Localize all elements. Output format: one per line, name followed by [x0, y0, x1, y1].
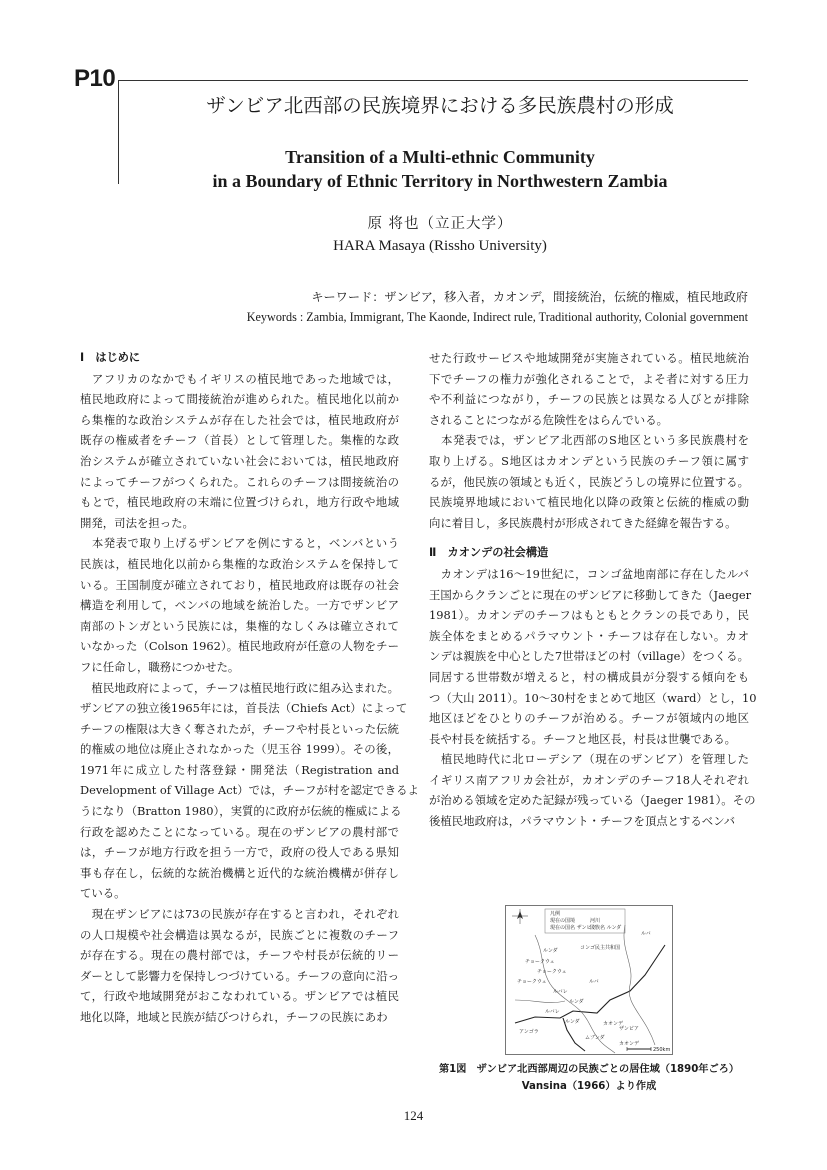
body-line: が治める領域を定めた記録が残っている（Jaeger 1981）。その [429, 793, 756, 808]
body-line: イギリス南アフリカ会社が，カオンデのチーフ18人それぞれ [429, 772, 749, 787]
body-line: 地区ほどをひとりのチーフが治める。チーフが領域内の地区 [429, 711, 749, 726]
body-line: 南部のトンガという民族には，集権的なしくみは確立されて [80, 618, 399, 633]
body-line: 的権威の地位は廃止されなかった（児玉谷 1999）。その後， [80, 742, 399, 757]
map-label-chokwe-3: チョークウェ [517, 979, 547, 985]
body-line: チーフの権限は大きく奪されたが，チーフや村長といった伝統 [80, 721, 399, 736]
figure-source: Vansina（1966）より作成 [521, 1081, 657, 1092]
body-line: 王国からクランごとに現在のザンビアに移動してきた（Jaeger [429, 587, 752, 602]
body-line: カオンデは16～19世紀に，コンゴ盆地南部に存在したルバ [429, 566, 749, 581]
map-label-drc: コンゴ民主共和国 [580, 945, 621, 951]
map-label-chokwe-1: チョークウェ [525, 959, 555, 965]
map-label-kaonde-1: カオンデ [603, 1021, 624, 1027]
body-line: 開発，司法を担った。 [80, 515, 194, 530]
map-label-lunda-2: ルンダ [569, 999, 584, 1005]
body-line: て，行政や地域開発がおこなわれている。ザンビアでは植民 [80, 989, 399, 1004]
body-line: ンデは親族を中心とした7世帯ほどの村（village）をつくる。 [429, 649, 749, 664]
body-line: 現在ザンビアには73の民族が存在すると言われ，それぞれ [80, 907, 399, 922]
section-heading-introduction: Ⅰ はじめに [80, 351, 141, 364]
body-line: 治システムが確立されていない社会においては，植民地政府 [80, 453, 399, 468]
map-label-mbunda: ムブンダ [585, 1035, 605, 1041]
body-line: 構造を利用して，ベンバの地域を統治した。一方でザンビア [80, 598, 399, 613]
body-line: 民族は，植民地化以前から集権的な政治システムを保持して [80, 556, 399, 571]
author-japanese: 原 将也（立正大学） [367, 216, 513, 232]
header-rule-horizontal [118, 80, 748, 81]
title-japanese: ザンビア北西部の民族境界における多民族農村の形成 [206, 94, 674, 117]
left-column [80, 348, 419, 1028]
map-label-zambia: ザンビア [619, 1026, 639, 1032]
body-line: 向に着目し，多民族農村が形成されてきた経緯を報告する。 [429, 515, 737, 530]
map-label-luba-2: ルバ [641, 931, 651, 937]
body-line: いる。王国制度が確立されており，植民地政府は既存の社会 [80, 577, 399, 592]
body-line: 民族境界地域において植民地化以降の政策と伝統的権威の動 [429, 495, 749, 510]
body-line: いなかった（Colson 1962）。植民地政府が任意の人物をチー [80, 639, 399, 654]
body-line: ザンビアの独立後1965年には，首長法（Chiefs Act）によって [80, 701, 408, 716]
map-label-lunda-1: ルンダ [543, 948, 558, 954]
body-line: 後植民地政府は，パラマウント・チーフを頂点とするベンバ [429, 814, 736, 829]
right-column-body-bottom [429, 564, 757, 832]
body-line: るが，他民族の領域とも近く，民族どうしの境界に位置する。 [429, 474, 749, 489]
body-line: 事も存在し，伝統的な統治機構と近代的な統治機構が併存し [80, 865, 399, 880]
legend-river: 河川 [590, 918, 601, 924]
body-line: 植民地政府によって間接統治が進められた。植民地化以前か [80, 392, 399, 407]
map-label-lunda-3: ルンダ [565, 1019, 580, 1025]
section-heading-kaonde-social-structure: Ⅱ カオンデの社会構造 [429, 546, 549, 560]
right-column-body-top [429, 348, 749, 533]
body-line: Development of Village Act）では，チーフが村を認定できるよ [80, 783, 419, 798]
right-column [429, 348, 757, 832]
body-line: されることにつながる危険性をはらんでいる。 [429, 412, 668, 427]
body-line: 既存の権威者をチーフ（首長）として管理した。集権的な政 [80, 433, 399, 448]
body-line: 1971年に成立した村落登録・開発法（Registration and [80, 762, 399, 777]
map-label-kaonde-2: カオンデ [619, 1041, 640, 1047]
keywords-japanese: キーワード：ザンビア，移入者，カオンデ，間接統治，伝統的権威，植民地政府 [311, 290, 748, 304]
body-line: 地化以降，地域と民族が結びつけられ，チーフの民族にあわ [80, 1010, 388, 1024]
body-line: は，チーフが地方行政を担う一方で，政府の役人である県知 [80, 845, 399, 860]
body-line: フに任命し，職務につかせた。 [80, 659, 240, 674]
body-line: もとで，植民地政府の末端に位置づけられ，地方行政や地域 [80, 495, 399, 510]
header-rule-vertical [118, 80, 119, 184]
body-line: によってチーフがつくられた。これらのチーフは間接統治の [80, 474, 399, 489]
map-label-luvale-1: ルバレ [553, 989, 568, 995]
body-line: つ（大山 2011）。10～30村をまとめて地区（ward）とし，10 [429, 690, 757, 705]
body-line: や不利益につながり，チーフの民族とは異なる人びとが排除 [429, 392, 749, 407]
body-line: が存在する。現在の農村部では，チーフや村長が伝統的リー [80, 948, 399, 963]
body-line: ら集権的な政治システムが存在した社会では，植民地政府が [80, 412, 399, 427]
map-label-angola: アンゴラ [519, 1029, 539, 1035]
title-english-line2: in a Boundary of Ethnic Territory in Northwestern Zambia [212, 171, 668, 191]
legend-ethnic: 民族名 ルンダ [590, 925, 622, 931]
body-line: 1981）。カオンデのチーフはもともとクランの長であり，民 [429, 608, 749, 623]
body-line: 植民地時代に北ローデシア（現在のザンビア）を管理した [429, 752, 749, 767]
body-line: 長や村長を統括する。チーフと地区長，村長は世襲である。 [429, 731, 736, 746]
legend-country: 現在の国名 ザンビア [550, 925, 597, 931]
title-english-line1: Transition of a Multi-ethnic Community [285, 147, 595, 167]
left-column-body [80, 369, 419, 1028]
page-number: 124 [403, 1108, 424, 1123]
map-label-luba-1: ルバ [589, 979, 599, 985]
body-line: の人口規模や社会構造は異なるが，民族ごとに複数のチーフ [80, 927, 399, 942]
scale-label: 250km [653, 1047, 671, 1053]
map-label-luvale-2: ルバレ [545, 1009, 560, 1015]
map-label-chokwe-2: チョークウェ [537, 969, 567, 975]
body-line: アフリカのなかでもイギリスの植民地であった地域では， [80, 371, 399, 386]
legend-border: 現在の国境 [550, 918, 576, 924]
legend-title: 凡例 [550, 911, 561, 917]
figure-caption: 第1図 ザンビア北西部周辺の民族ごとの居住域（1890年ごろ） [438, 1064, 740, 1075]
body-line: 本発表で取り上げるザンビアを例にすると，ベンバという [80, 536, 399, 551]
body-line: 下でチーフの権力が強化されることで，よそ者に対する圧力 [429, 371, 749, 386]
body-line: 取り上げる。S地区はカオンデという民族のチーフ領に属す [429, 453, 749, 468]
body-line: 族全体をまとめるパラマウント・チーフは存在しない。カオ [429, 628, 749, 643]
body-line: 行政を認めたことになっている。現在のザンビアの農村部で [80, 824, 399, 839]
ethnic-territory-map [505, 905, 673, 1055]
body-line: 本発表では，ザンビア北西部のS地区という多民族農村を [429, 433, 749, 448]
author-english: HARA Masaya (Rissho University) [333, 238, 547, 254]
body-line: うになり（Bratton 1980），実質的に政府が伝統的権威による [80, 804, 402, 819]
body-line: 同居する世帯数が増えると，村の構成員が分裂する傾向をも [429, 669, 749, 684]
keywords-english: Keywords : Zambia, Immigrant, The Kaonde, Indirect rule, Traditional authority, Colonial government [246, 310, 748, 324]
body-line: せた行政サービスや地域開発が実施されている。植民地統治 [429, 351, 749, 365]
body-line: ている。 [80, 886, 126, 901]
session-badge: P10 [74, 65, 116, 92]
body-line: 植民地政府によって，チーフは植民地行政に組み込まれた。 [80, 680, 399, 695]
body-line: ダーとして影響力を保持しつづけている。チーフの意向に沿っ [80, 968, 399, 983]
